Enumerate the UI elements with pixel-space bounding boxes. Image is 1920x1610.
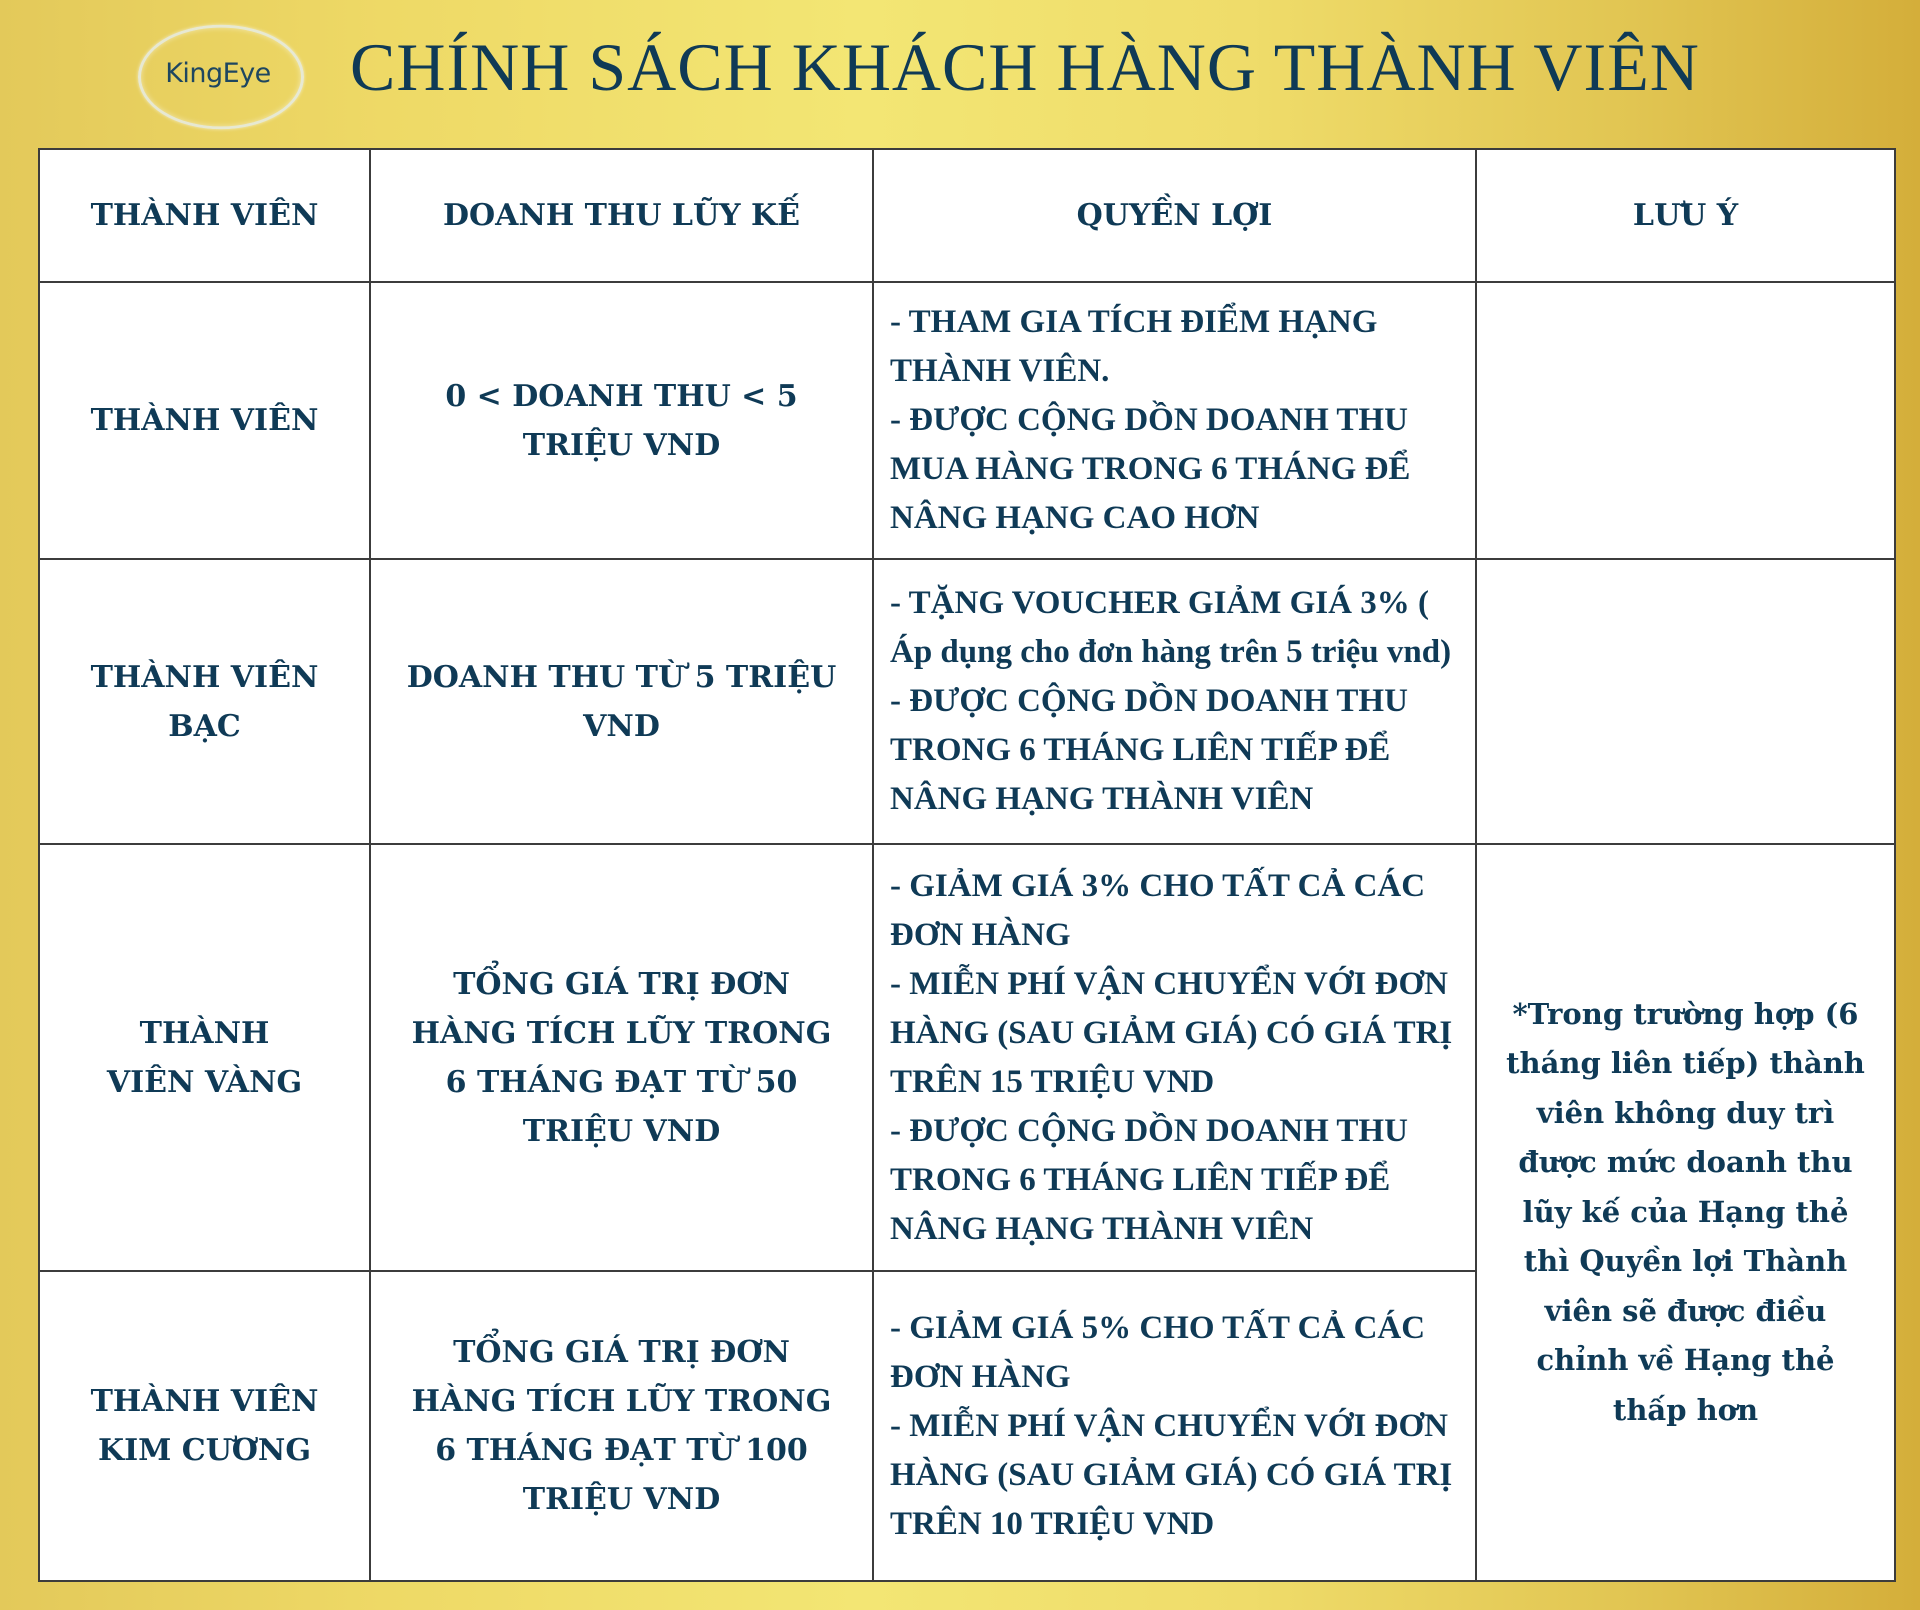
logo-text: KingEye — [165, 58, 271, 89]
page-title: CHÍNH SÁCH KHÁCH HÀNG THÀNH VIÊN — [350, 29, 1700, 105]
note-cell: *Trong trường hợp (6 tháng liên tiếp) thành viên không duy trì được mức doanh thu lũy kế của Hạng thẻ thì Quyền lợi Thành viên sẽ được điều chỉnh về Hạng thẻ thấp hơn — [1476, 844, 1895, 1581]
revenue-cell: TỔNG GIÁ TRỊ ĐƠN HÀNG TÍCH LŨY TRONG 6 THÁNG ĐẠT TỪ 50 TRIỆU VND — [370, 844, 873, 1271]
benefits-cell — [873, 1271, 1476, 1581]
benefit-item: - MIỄN PHÍ VẬN CHUYỂN VỚI ĐƠN HÀNG (SAU GIẢM GIÁ) CÓ GIÁ TRỊ TRÊN 10 TRIỆU VND — [890, 1407, 1453, 1542]
revenue-cell: DOANH THU TỪ 5 TRIỆU VND — [370, 559, 873, 844]
kingeye-logo — [138, 22, 298, 126]
column-header-benefits: QUYỀN LỢI — [873, 149, 1476, 282]
revenue-cell: 0 < DOANH THU < 5 TRIỆU VND — [370, 282, 873, 559]
benefit-item: - GIẢM GIÁ 3% CHO TẤT CẢ CÁC ĐƠN HÀNG — [890, 867, 1426, 953]
benefit-item: - ĐƯỢC CỘNG DỒN DOANH THU MUA HÀNG TRONG 6 THÁNG ĐỂ NÂNG HẠNG CAO HƠN — [890, 402, 1411, 536]
benefits-cell — [873, 844, 1476, 1271]
benefit-item: - GIẢM GIÁ 5% CHO TẤT CẢ CÁC ĐƠN HÀNG — [890, 1309, 1426, 1395]
tier-cell: THÀNH VIÊN BẠC — [39, 559, 370, 844]
membership-policy-table — [38, 148, 1896, 1582]
table-header-row — [39, 149, 1895, 282]
table-row — [39, 844, 1895, 1271]
benefit-item: - ĐƯỢC CỘNG DỒN DOANH THU TRONG 6 THÁNG LIÊN TIẾP ĐỂ NÂNG HẠNG THÀNH VIÊN — [890, 1112, 1408, 1247]
column-header-note: LƯU Ý — [1476, 149, 1895, 282]
table-row — [39, 559, 1895, 844]
benefits-cell — [873, 559, 1476, 844]
benefit-item: - THAM GIA TÍCH ĐIỂM HẠNG THÀNH VIÊN. — [890, 304, 1378, 389]
tier-cell: THÀNH VIÊN VÀNG — [39, 844, 370, 1271]
benefit-item: - ĐƯỢC CỘNG DỒN DOANH THU TRONG 6 THÁNG LIÊN TIẾP ĐỂ NÂNG HẠNG THÀNH VIÊN — [890, 683, 1408, 817]
note-cell — [1476, 282, 1895, 559]
revenue-cell: TỔNG GIÁ TRỊ ĐƠN HÀNG TÍCH LŨY TRONG 6 THÁNG ĐẠT TỪ 100 TRIỆU VND — [370, 1271, 873, 1581]
benefit-item: - MIỄN PHÍ VẬN CHUYỂN VỚI ĐƠN HÀNG (SAU GIẢM GIÁ) CÓ GIÁ TRỊ TRÊN 15 TRIỆU VND — [890, 965, 1453, 1100]
table-row — [39, 282, 1895, 559]
tier-cell: THÀNH VIÊN KIM CƯƠNG — [39, 1271, 370, 1581]
column-header-tier: THÀNH VIÊN — [39, 149, 370, 282]
note-cell — [1476, 559, 1895, 844]
tier-cell: THÀNH VIÊN — [39, 282, 370, 559]
benefit-item: - TẶNG VOUCHER GIẢM GIÁ 3% ( Áp dụng cho đơn hàng trên 5 triệu vnd) — [890, 585, 1452, 670]
column-header-revenue: DOANH THU LŨY KẾ — [370, 149, 873, 282]
benefits-cell — [873, 282, 1476, 559]
